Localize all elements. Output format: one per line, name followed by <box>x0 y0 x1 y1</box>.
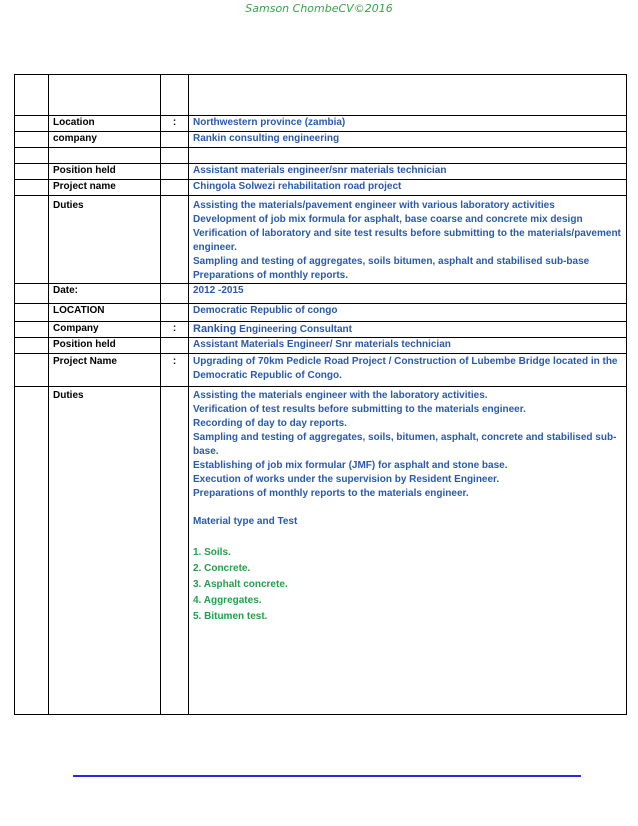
duty-line: Assisting the materials engineer with the laboratory activities. <box>193 390 488 401</box>
company-label: Company <box>49 322 161 338</box>
duties-label: Duties <box>49 387 161 715</box>
cell-empty <box>15 338 49 354</box>
position-value: Assistant materials engineer/snr materials technician <box>189 164 627 180</box>
table-row-duties-1 <box>15 196 627 284</box>
cell-empty <box>49 148 161 164</box>
material-item: 5. Bitumen test. <box>193 611 268 622</box>
duty-line: Recording of day to day reports. <box>193 418 347 429</box>
material-item: 1. Soils. <box>193 547 231 558</box>
cell-empty <box>161 338 189 354</box>
table-row-project-1 <box>15 180 627 196</box>
project-line: Upgrading of 70km Pedicle Road Project / Construction of Lubembe Bridge located in the <box>193 356 618 367</box>
cell-empty <box>189 148 627 164</box>
cell-empty <box>161 164 189 180</box>
duty-line: Development of job mix formula for asphalt, base coarse and concrete mix design <box>193 214 583 225</box>
duties-label: Duties <box>49 196 161 284</box>
cell-empty <box>15 387 49 715</box>
company-name-rest: Engineering Consultant <box>236 324 352 335</box>
cell-empty <box>161 304 189 322</box>
location-label: Location <box>49 116 161 132</box>
table-row-location <box>15 116 627 132</box>
project-label: Project name <box>49 180 161 196</box>
cell-empty <box>15 116 49 132</box>
project-colon: : <box>161 354 189 387</box>
cell-empty <box>161 284 189 304</box>
cell-empty <box>15 75 49 116</box>
cell-empty <box>15 322 49 338</box>
table-row-company-2 <box>15 322 627 338</box>
location-value: Northwestern province (zambia) <box>189 116 627 132</box>
cell-empty <box>161 180 189 196</box>
position-label: Position held <box>49 338 161 354</box>
duty-line: Assisting the materials/pavement engineer with various laboratory activities <box>193 200 555 211</box>
cv-table <box>14 74 626 715</box>
position-label: Position held <box>49 164 161 180</box>
duty-line: Verification of laboratory and site test results before submitting to the materials/pavement <box>193 228 621 239</box>
cell-empty <box>189 75 627 116</box>
location-value: Democratic Republic of congo <box>189 304 627 322</box>
project-value: Chingola Solwezi rehabilitation road project <box>189 180 627 196</box>
table-row-project-2 <box>15 354 627 387</box>
company-value <box>189 322 627 338</box>
cell-empty <box>15 304 49 322</box>
cell-empty <box>161 148 189 164</box>
duty-line: Preparations of monthly reports. <box>193 270 349 281</box>
cell-empty <box>15 180 49 196</box>
duty-line: Verification of test results before submitting to the materials engineer. <box>193 404 526 415</box>
material-item: 4. Aggregates. <box>193 595 262 606</box>
table-row-spacer <box>15 148 627 164</box>
cell-empty <box>15 284 49 304</box>
location-colon: : <box>161 116 189 132</box>
company-colon: : <box>161 322 189 338</box>
project-label: Project Name <box>49 354 161 387</box>
duty-line: Execution of works under the supervision by Resident Engineer. <box>193 474 500 485</box>
material-item: 3. Asphalt concrete. <box>193 579 288 590</box>
material-heading: Material type and Test <box>193 516 298 527</box>
cell-empty <box>15 164 49 180</box>
cell-empty <box>161 132 189 148</box>
duty-line: Establishing of job mix formular (JMF) for asphalt and stone base. <box>193 460 508 471</box>
cell-empty <box>161 196 189 284</box>
duties-list <box>189 387 627 715</box>
duty-line: Preparations of monthly reports to the materials engineer. <box>193 488 469 499</box>
page-header: Samson ChombeCV©2016 <box>245 2 393 15</box>
material-item: 2. Concrete. <box>193 563 251 574</box>
table-row-date <box>15 284 627 304</box>
project-value <box>189 354 627 387</box>
position-value: Assistant Materials Engineer/ Snr materials technician <box>189 338 627 354</box>
cell-empty <box>15 196 49 284</box>
location-label: LOCATION <box>49 304 161 322</box>
company-label: company <box>49 132 161 148</box>
duties-list <box>189 196 627 284</box>
table-row-position-1 <box>15 164 627 180</box>
duty-line: engineer. <box>193 242 237 253</box>
cell-empty <box>161 387 189 715</box>
duty-line: Sampling and testing of aggregates, soils, bitumen, asphalt, concrete and stabilised sub-base. <box>193 432 617 457</box>
project-line: Democratic Republic of Congo. <box>193 370 342 381</box>
table-row-position-2 <box>15 338 627 354</box>
cell-empty <box>15 148 49 164</box>
table-row-duties-2 <box>15 387 627 715</box>
table-row-location-2 <box>15 304 627 322</box>
table-row-empty-top <box>15 75 627 116</box>
cell-empty <box>49 75 161 116</box>
table-row-company <box>15 132 627 148</box>
cell-empty <box>15 354 49 387</box>
company-name-part: Ranking <box>193 323 237 335</box>
company-value: Rankin consulting engineering <box>189 132 627 148</box>
cell-empty <box>15 132 49 148</box>
duty-line: Sampling and testing of aggregates, soils bitumen, asphalt and stabilised sub-base <box>193 256 590 267</box>
date-label: Date: <box>49 284 161 304</box>
date-value: 2012 -2015 <box>189 284 627 304</box>
cell-empty <box>161 75 189 116</box>
footer-rule <box>73 775 581 777</box>
